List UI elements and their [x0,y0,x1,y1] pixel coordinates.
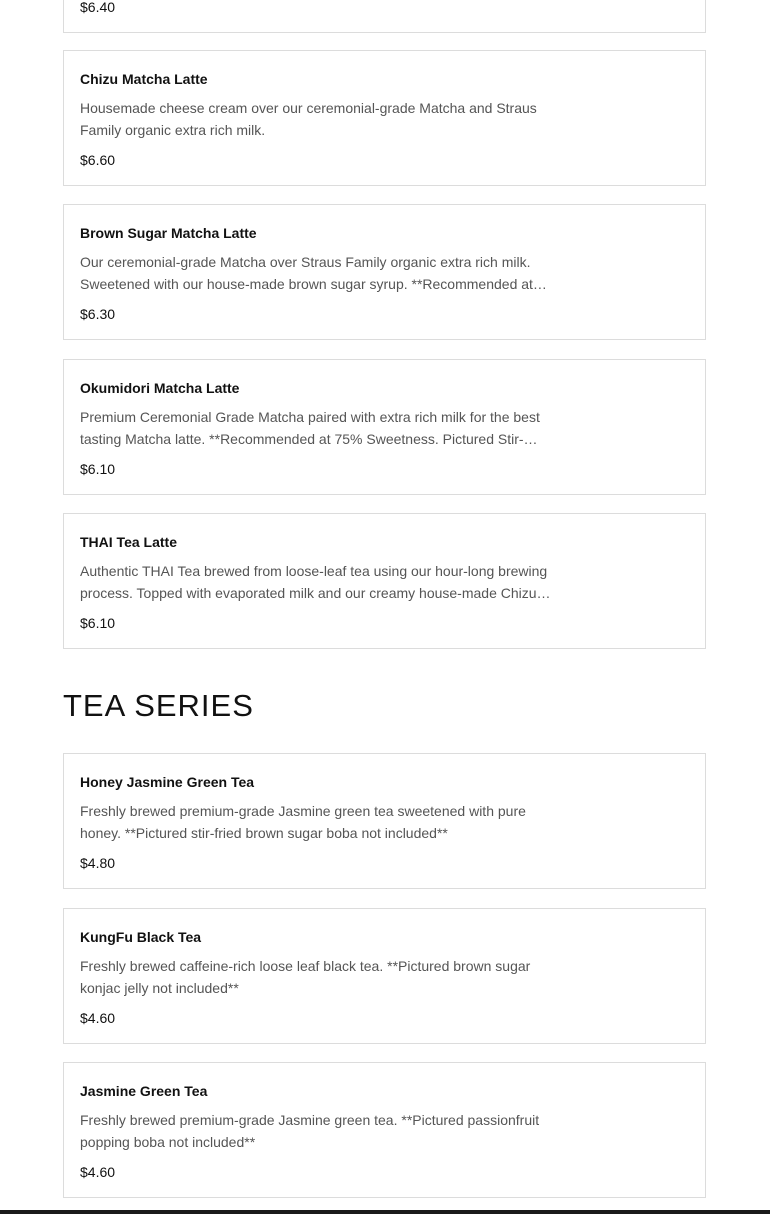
menu-item-card[interactable] [63,50,706,186]
menu-item-description: Freshly brewed premium-grade Jasmine green tea. **Pictured passionfruit popping boba not included** [80,1112,540,1150]
menu-item-card[interactable] [63,908,706,1044]
menu-item-price: $4.80 [80,855,116,871]
menu-item-card[interactable] [63,753,706,889]
menu-item-price: $6.30 [80,306,116,322]
menu-item-card[interactable] [63,359,706,495]
menu-item-price: $4.60 [80,1010,116,1026]
menu-item-card[interactable] [63,204,706,340]
menu-item-price: $6.10 [80,461,116,477]
menu-item-card[interactable] [63,1062,706,1198]
menu-item-description: Freshly brewed caffeine-rich loose leaf black tea. **Pictured brown sugar konjac jelly not included** [80,958,531,996]
section-title-tea-series: TEA SERIES [63,688,254,723]
menu-item-card[interactable] [63,0,706,33]
menu-item-description: Our ceremonial-grade Matcha over Straus Family organic extra rich milk. Sweetened with our house-made brown sugar syrup. **Recommended at… [80,254,547,292]
bottom-bar [0,1210,770,1214]
menu-item-description: Premium Ceremonial Grade Matcha paired with extra rich milk for the best tasting Matcha latte. **Recommended at 75% Sweetness. Pictured Stir-… [80,409,540,447]
menu-item-description: Freshly brewed premium-grade Jasmine green tea sweetened with pure honey. **Pictured stir-fried brown sugar boba not included** [80,803,526,841]
menu-item-description: Authentic THAI Tea brewed from loose-leaf tea using our hour-long brewing process. Topped with evaporated milk and our creamy house-made Chizu… [80,563,551,601]
menu-item-name: KungFu Black Tea [80,929,202,945]
menu-item-name: THAI Tea Latte [80,534,177,550]
menu-item-name: Chizu Matcha Latte [80,71,208,87]
menu-item-card[interactable] [63,513,706,649]
menu-item-price: $6.60 [80,152,116,168]
menu-item-name: Jasmine Green Tea [80,1083,208,1099]
menu-item-name: Okumidori Matcha Latte [80,380,240,396]
menu-item-description: Housemade cheese cream over our ceremonial-grade Matcha and Straus Family organic extra rich milk. [80,100,537,138]
menu-item-name: Brown Sugar Matcha Latte [80,225,257,241]
menu-item-price: $4.60 [80,1164,116,1180]
menu-item-price: $6.40 [80,0,116,15]
menu-item-price: $6.10 [80,615,116,631]
menu-item-name: Honey Jasmine Green Tea [80,774,255,790]
